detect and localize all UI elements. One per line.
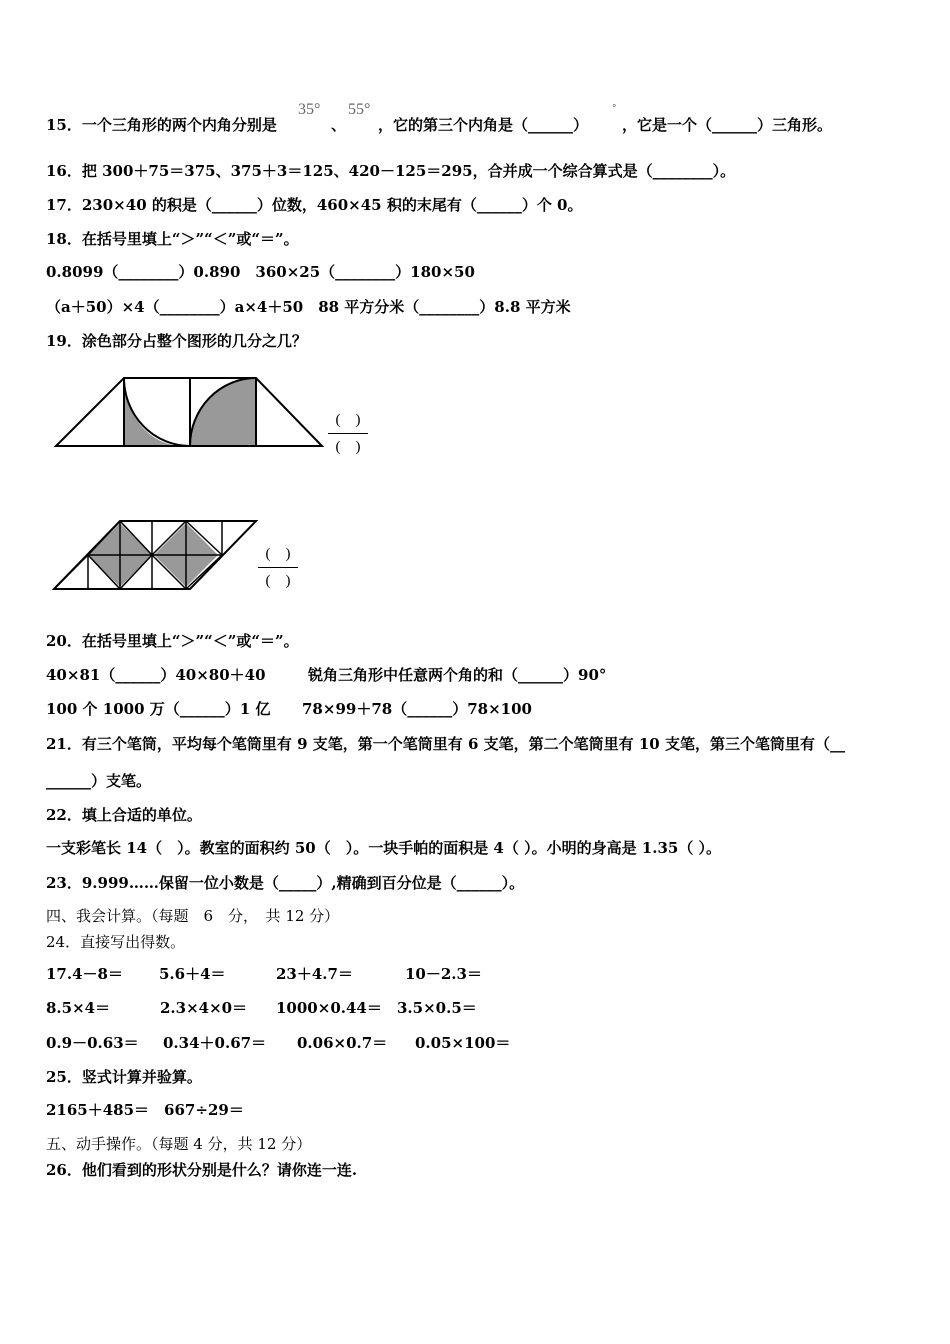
q19-title: 19．涂色部分占整个图形的几分之几？ xyxy=(46,332,307,350)
q16-line[interactable]: 16．把 300＋75＝375、375＋3＝125、420－125＝295，合并成一个综合算式是（________）。 xyxy=(46,162,736,180)
calc-item[interactable]: 0.05×100＝ xyxy=(415,1034,511,1052)
section-4-heading: 四、我会计算。（每题 6 分， 共 12 分） xyxy=(46,907,340,925)
calc-item[interactable]: 0.9－0.63＝ xyxy=(46,1034,139,1052)
calc-item[interactable]: 8.5×4＝ xyxy=(46,999,111,1017)
q20-row1b[interactable]: 锐角三角形中任意两个角的和（______）90° xyxy=(308,666,607,684)
calc-item[interactable]: 3.5×0.5＝ xyxy=(397,999,477,1017)
q18-row1[interactable]: 0.8099（________）0.890 360×25（________）180×50 xyxy=(46,263,475,281)
calc-item[interactable]: 0.06×0.7＝ xyxy=(297,1034,388,1052)
calc-item[interactable]: 10－2.3＝ xyxy=(405,965,482,983)
q21-line1[interactable]: 21．有三个笔筒，平均每个笔筒里有 9 支笔，第一个笔筒里有 6 支笔，第二个笔筒里有 10 支笔，第三个笔筒里有（__ xyxy=(46,735,845,753)
calc-item[interactable]: 2.3×4×0＝ xyxy=(160,999,248,1017)
calc-item[interactable]: 17.4－8＝ xyxy=(46,965,123,983)
section-5-heading: 五、动手操作。（每题 4 分，共 12 分） xyxy=(46,1135,312,1153)
q20-row2a[interactable]: 100 个 1000 万（______）1 亿 xyxy=(46,700,271,718)
q18-title: 18．在括号里填上“＞”“＜”或“＝”。 xyxy=(46,230,299,248)
calc-item[interactable]: 5.6＋4＝ xyxy=(159,965,226,983)
q15-angle1: 35° xyxy=(298,101,321,118)
q25-body[interactable]: 2165＋485＝ 667÷29＝ xyxy=(46,1101,244,1119)
q21-line2[interactable]: ______）支笔。 xyxy=(46,772,152,790)
q23-line[interactable]: 23．9.999……保留一位小数是（_____）,精确到百分位是（______）。 xyxy=(46,874,525,892)
fraction-answer-1[interactable]: ( ) ( ) xyxy=(328,411,368,456)
q26-line: 26．他们看到的形状分别是什么？请你连一连. xyxy=(46,1161,358,1179)
q24-title: 24．直接写出得数。 xyxy=(46,933,186,951)
q15-sep: 、 xyxy=(331,116,347,134)
q15-angle2: 55° xyxy=(348,101,371,118)
fraction-answer-2[interactable]: ( ) ( ) xyxy=(258,545,298,590)
calc-item[interactable]: 1000×0.44＝ xyxy=(276,999,382,1017)
trapezoid-figure xyxy=(54,376,324,448)
q22-title: 22．填上合适的单位。 xyxy=(46,806,202,824)
q20-row2b[interactable]: 78×99＋78（______）78×100 xyxy=(302,700,532,718)
q15-line: 15．一个三角形的两个内角分别是 xyxy=(46,116,277,134)
calc-item[interactable]: 23＋4.7＝ xyxy=(276,965,353,983)
calc-item[interactable]: 0.34＋0.67＝ xyxy=(163,1034,267,1052)
q15-blank-line[interactable]: ，它的第三个内角是（______） xyxy=(378,116,589,134)
q15-type-line[interactable]: ，它是一个（______）三角形。 xyxy=(622,116,833,134)
q22-body[interactable]: 一支彩笔长 14（ ）。教室的面积约 50（ ）。一块手帕的面积是 4（ ）。小明的身高是 1.35（ ）。 xyxy=(46,839,722,857)
q20-row1a[interactable]: 40×81（______）40×80＋40 xyxy=(46,666,266,684)
shaded-quarter-2 xyxy=(190,378,256,446)
q17-line[interactable]: 17．230×40 的积是（______）位数，460×45 积的末尾有（______）个 0。 xyxy=(46,196,583,214)
q15-degree: ° xyxy=(612,104,617,114)
parallelogram-figure xyxy=(52,519,258,591)
q18-row2[interactable]: （a＋50）×4（________）a×4＋50 88 平方分米（________）8.8 平方米 xyxy=(46,298,571,316)
q20-title: 20．在括号里填上“＞”“＜”或“＝”。 xyxy=(46,632,299,650)
q25-title: 25．竖式计算并验算。 xyxy=(46,1068,202,1086)
